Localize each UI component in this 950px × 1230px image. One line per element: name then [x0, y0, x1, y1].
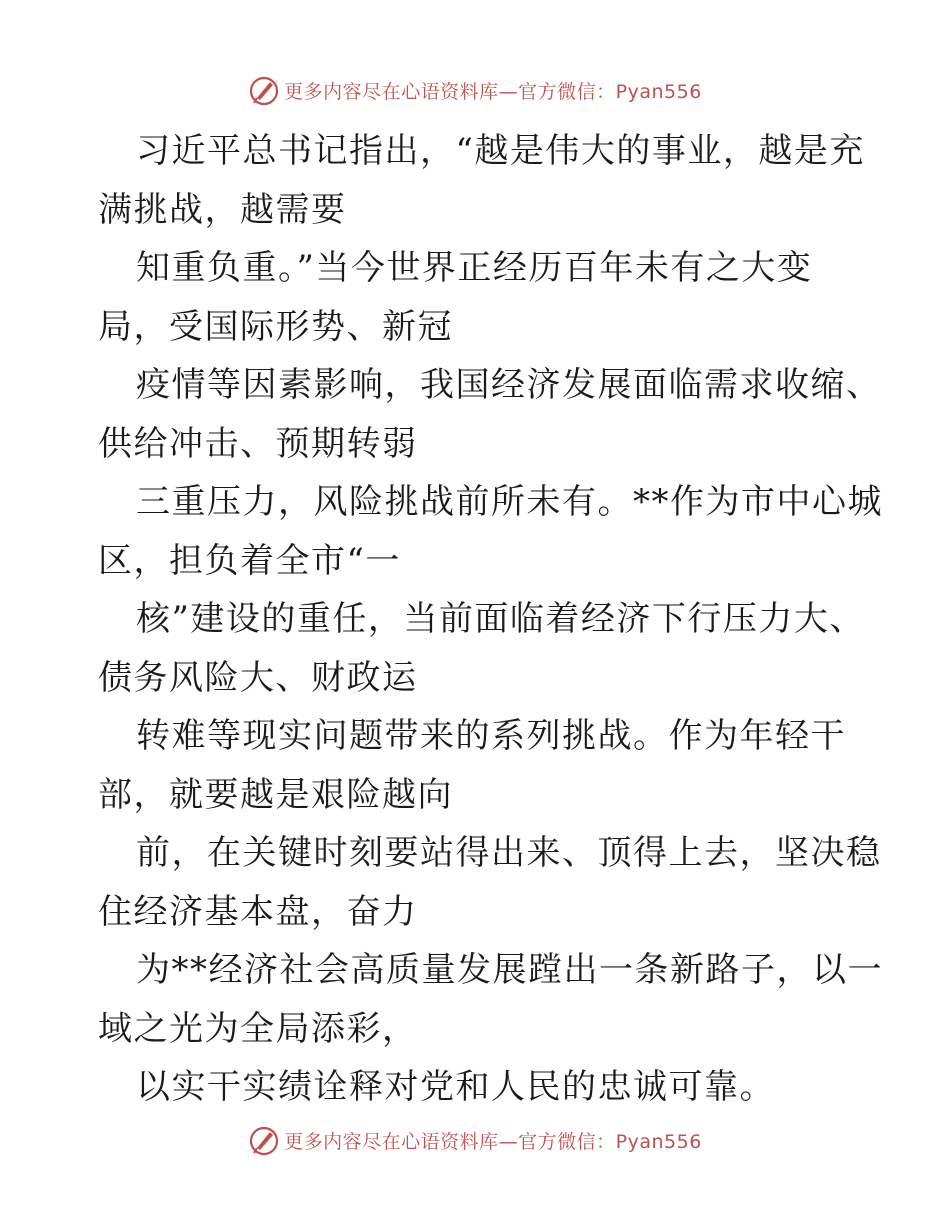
text-line: 核”建设的重任，当前面临着经济下行压力大、	[136, 599, 865, 639]
text-line: 区，担负着全市“一	[98, 540, 401, 581]
text-line: 三重压力，风险挑战前所未有。**作为市中心城	[136, 482, 883, 522]
header-banner	[0, 70, 950, 110]
feather-pen-logo-icon	[248, 1124, 280, 1156]
text-line: 供给冲击、预期转弱	[98, 423, 418, 464]
text-line: 习近平总书记指出，“越是伟大的事业，越是充	[136, 131, 865, 171]
footer-banner	[0, 1120, 950, 1160]
text-line: 疫情等因素影响，我国经济发展面临需求收缩、	[136, 365, 882, 405]
text-line: 转难等现实问题带来的系列挑战。作为年轻干	[136, 716, 846, 756]
text-line: 为**经济社会高质量发展蹚出一条新路子，以一	[136, 950, 883, 990]
footer-banner-text: 更多内容尽在心语资料库—官方微信：Pyan556	[284, 1130, 702, 1153]
feather-pen-logo-icon	[248, 74, 280, 106]
header-banner-text: 更多内容尽在心语资料库—官方微信：Pyan556	[284, 80, 702, 103]
text-line: 前，在关键时刻要站得出来、顶得上去，坚决稳	[136, 833, 882, 873]
text-line: 域之光为全局添彩，	[98, 1008, 418, 1049]
text-line: 满挑战，越需要	[98, 189, 347, 230]
text-line: 债务风险大、财政运	[98, 657, 418, 698]
text-line: 住经济基本盘，奋力	[98, 891, 418, 932]
document-body	[98, 122, 883, 1117]
text-line: 知重负重。”当今世界正经历百年未有之大变	[136, 248, 813, 288]
text-line: 以实干实绩诠释对党和人民的忠诚可靠。	[136, 1067, 775, 1107]
text-line: 局，受国际形势、新冠	[98, 306, 453, 347]
text-line: 部，就要越是艰险越向	[98, 774, 453, 815]
